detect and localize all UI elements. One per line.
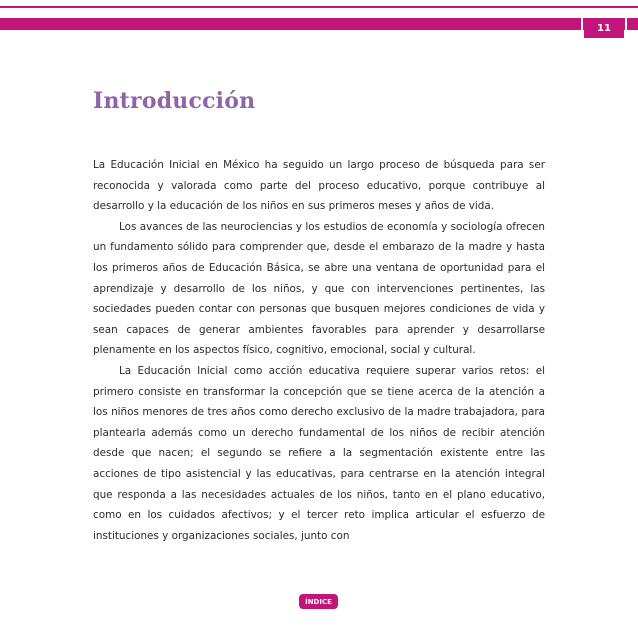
section-title: Introducción <box>93 88 256 114</box>
body-text <box>93 155 545 546</box>
page-number: 11 <box>597 22 611 34</box>
header-band <box>0 18 638 30</box>
paragraph: La Educación Inicial como acción educativa requiere superar varios retos: el primero consiste en transformar la concepción que se tiene acerca de la atención a los niños menores de tres años como derecho exclusivo de la madre trabajadora, para plantearla además como un derecho fundamental de los niños de recibir atención desde que nacen; el segundo se refiere a la segmentación existente entre las acciones de tipo asistencial y las educativas, para centrarse en la atención integral que responda a las necesidades actuales de los niños, tanto en el plano educativo, como en los cuidados afectivos; y el tercer reto implica articular el esfuerzo de instituciones y organizaciones sociales, junto con <box>93 364 545 542</box>
index-button[interactable] <box>299 594 338 609</box>
header-rule-thin <box>0 6 638 8</box>
index-button-label: ÍNDICE <box>305 597 332 606</box>
page-number-tab <box>584 18 624 38</box>
paragraph: Los avances de las neurociencias y los estudios de economía y sociología ofrecen un fundamento sólido para comprender que, desde el embarazo de la madre y hasta los primeros años de Educación Básica, se abre una ventana de oportunidad para el aprendizaje y desarrollo de los niños, y que con intervenciones pertinentes, las sociedades pueden contar con personas que busquen mejores condiciones de vida y sean capaces de generar ambientes favorables para aprender y desarrollarse plenamente en los aspectos físico, cognitivo, emocional, social y cultural. <box>93 220 545 357</box>
paragraph: La Educación Inicial en México ha seguido un largo proceso de búsqueda para ser reconocida y valorada como parte del proceso educativo, porque contribuye al desarrollo y la educación de los niños en sus primeros meses y años de vida. <box>93 159 545 213</box>
